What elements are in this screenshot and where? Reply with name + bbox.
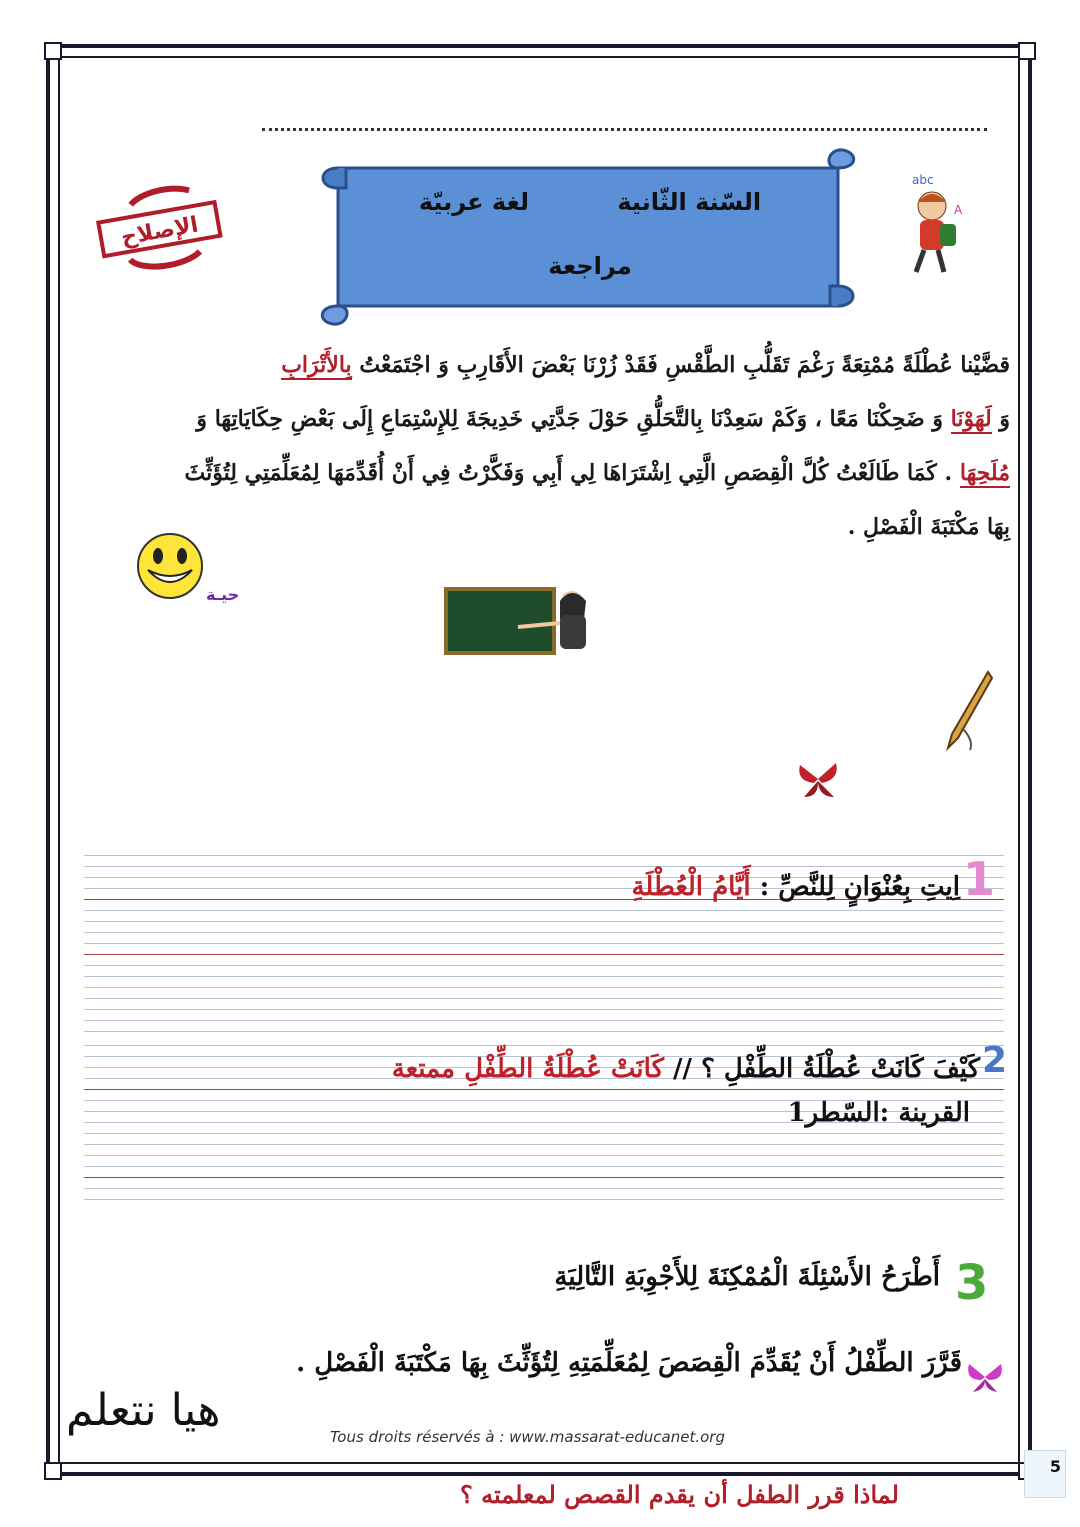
correction-stamp (95, 182, 225, 272)
border-corner (1018, 42, 1036, 60)
question-1-answer: أَيَّامُ الْعُطْلَةِ (631, 872, 751, 902)
page-number: 5 (1024, 1450, 1066, 1498)
teacher-blackboard-icon (444, 583, 594, 658)
butterfly-icon (796, 757, 841, 802)
smiley-icon (110, 530, 240, 610)
student-icon (892, 168, 972, 278)
dotted-name-line (262, 128, 987, 131)
question-1-prompt: اِيتِ بِعُنْوَانٍ لِلنَّصِّ : (759, 872, 960, 902)
question-number-1: 1 (963, 852, 996, 906)
highlight-word: لَهَوْنَا (950, 406, 992, 432)
scroll-banner (318, 148, 860, 326)
footer-copyright: Tous droits réservés à : www.massarat-educanet.org (330, 1428, 725, 1446)
svg-text:abc: abc (912, 173, 934, 187)
footer-handwritten: هيا نتعلم (66, 1385, 221, 1436)
question-2-answer: كَانَتْ عُطْلَةُ الطِّفْلِ ممتعة (391, 1054, 664, 1084)
bullet-sentence: قَرَّرَ الطِّفْلُ أَنْ يُقَدِّمَ الْقِصَصَ لِمُعَلِّمَتِهِ لِتُؤَثِّثَ بِهَا مَكْتَبَةَ الْفَصْلِ . (296, 1348, 962, 1378)
question-3-prompt: أَطْرَحُ الأَسْئِلَةَ الْمُمْكِنَةَ لِلأَجْوِبَةِ التَّالِيَةِ (554, 1262, 940, 1292)
highlight-word: بِالأَتْرَابِ (281, 352, 352, 378)
passage-line-3: مُلَحِهَا . كَمَا طَالَعْتُ كُلَّ الْقِصَصِ الَّتِي اِشْتَرَاهَا لِي أَبِي وَفَكَّرْتُ فِي أَنْ أُقَدِّمَهَا لِمُعَلِّمَتِي لِتُؤَثِّثَ (184, 460, 1010, 486)
scroll-title (360, 188, 820, 216)
passage-line-2: وَ لَهَوْنَا وَ ضَحِكْنَا مَعًا ، وَكَمْ سَعِدْنَا بِالتَّحَلُّقِ حَوْلَ جَدَّتِي خَدِيجَةَ لِلإِسْتِمَاعِ إِلَى بَعْضِ حِكَايَاتِهَا وَ (196, 406, 1010, 432)
question-number-3: 3 (955, 1255, 989, 1311)
quill-pen-icon (940, 668, 995, 753)
lesson-label: مراجعة (548, 252, 632, 280)
cut-off-question: لماذا قرر الطفل أن يقدم القصص لمعلمته ؟ (460, 1480, 899, 1509)
reading-passage (80, 338, 1010, 554)
passage-line-4: بِهَا مَكْتَبَةَ الْفَصْلِ . (847, 514, 1010, 540)
passage-line-1: قضَّيْنا عُطْلَةً مُمْتِعَةً رَغْمَ تَقَلُّبِ الطَّقْسِ فَقَدْ زُرْنَا بَعْضَ الأَقَارِبِ وَ اجْتَمَعْتُ بِالأَتْرَابِ (281, 352, 1010, 378)
smiley-caption: حيـة (206, 585, 240, 604)
highlight-word: مُلَحِهَا (959, 460, 1010, 486)
question-2-evidence: القرينة :السّطر1 (787, 1098, 970, 1128)
question-1 (580, 872, 960, 902)
grade-label: السّنة الثّانية (617, 188, 762, 216)
question-2 (340, 1054, 980, 1084)
butterfly-bullet-icon (965, 1360, 1005, 1394)
svg-text:A: A (954, 203, 963, 217)
stamp-text: الإصلاح (119, 212, 201, 251)
question-number-2: 2 (982, 1040, 1008, 1081)
subject-label: لغة عربيّة (418, 188, 529, 216)
border-corner (44, 1462, 62, 1480)
question-2-prompt: كَيْفَ كَانَتْ عُطْلَةُ الطِّفْلِ ؟ // (673, 1054, 980, 1084)
border-corner (44, 42, 62, 60)
